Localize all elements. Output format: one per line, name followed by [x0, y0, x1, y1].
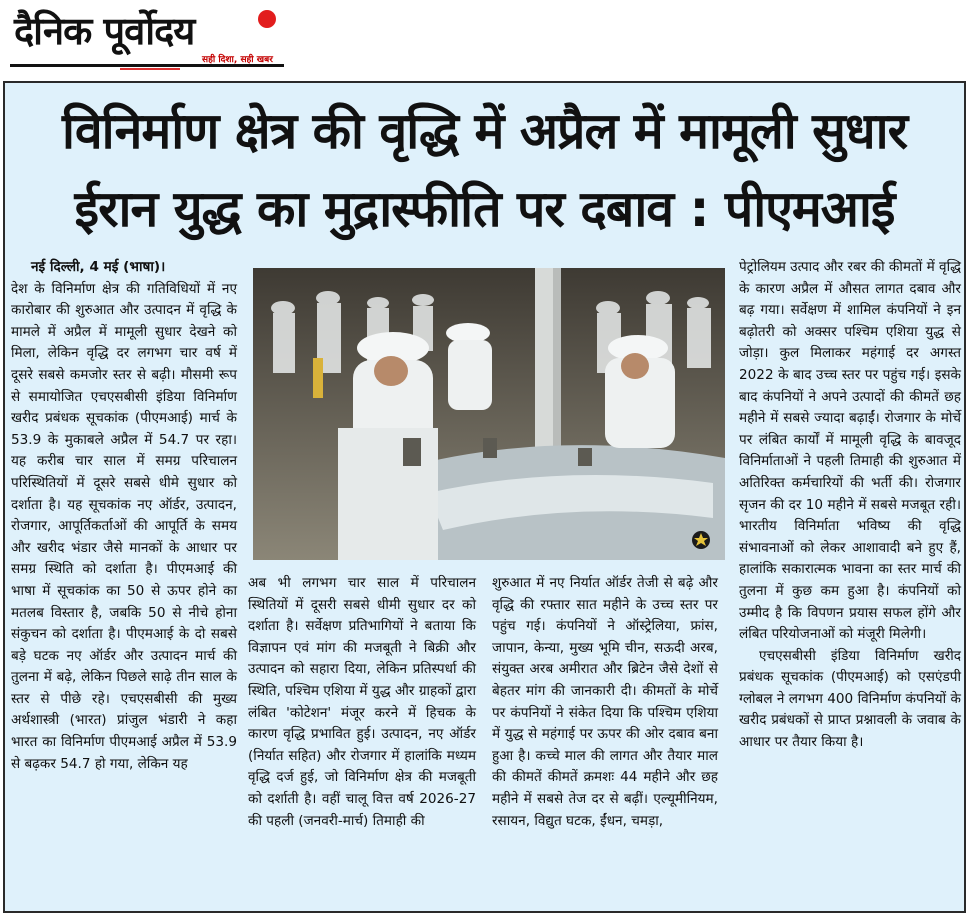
newspaper-tagline: सही दिशा, सही खबर [202, 55, 273, 65]
article-column-4 [739, 257, 961, 754]
headline-line-1: विनिर्माण क्षेत्र की वृद्धि में अप्रैल में मामूली सुधार [61, 102, 908, 160]
article-text-2: अब भी लगभग चार साल में परिचालन स्थितियों में दूसरी सबसे धीमी सुधार दर को दर्शाता है। सर्वेक्षण प्रतिभागियों ने बताया कि विज्ञापन एवं मांग की मजबूती ने बिक्री और उत्पादन को सहारा दिया, लेकिन प्रतिस्पर्धा की स्थिति, पश्चिम एशिया में युद्ध और ग्राहकों द्वारा लंबित 'कोटेशन' मंजूर करने में हिचक के कारण वृद्धि प्रभावित हुई। उत्पादन, नए ऑर्डर (निर्यात सहित) और रोजगार में हालांकि मध्यम वृद्धि दर्ज हुई, जो विनिर्माण क्षेत्र की मजबूती को दर्शाती है। वहीं चालू वित्त वर्ष 2026-27 की पहली (जनवरी-मार्च) तिमाही की [248, 575, 476, 829]
article-text-3: शुरुआत में नए निर्यात ऑर्डर तेजी से बढ़े और वृद्धि की रफ्तार सात महीने के उच्च स्तर पर पहुंच गई। कंपनियों ने ऑस्ट्रेलिया, फ्रांस, जापान, केन्या, मुख्य भूमि चीन, सऊदी अरब, संयुक्त अरब अमीरात और ब्रिटेन जैसे देशों से बेहतर मांग की जानकारी दी। कीमतों के मोर्चे पर कंपनियों ने संकेत दिया कि पश्चिम एशिया में युद्ध से महंगाई पर ऊपर की ओर दबाव बना हुआ है। कच्चे माल की लागत और तैयार माल की कीमतें कीमतें क्रमशः 44 महीने और छह महीने में सबसे तेज दर से बढ़ीं। एल्यूमीनियम, रसायन, विद्युत घटक, ईंधन, चमड़ा, [492, 575, 718, 829]
logo-accent-line [120, 68, 180, 70]
article-column-1 [11, 257, 237, 775]
newspaper-logo: दैनिक पूर्वोदय [14, 8, 195, 53]
article-text-1: देश के विनिर्माण क्षेत्र की गतिविधियों में नए कारोबार की शुरुआत और उत्पादन में वृद्धि के मामले में अप्रैल में मामूली सुधार देखने को मिला, लेकिन वृद्धि दर लगभग चार वर्ष में दूसरे सबसे कमजोर स्तर से बढ़ी। मौसमी रूप से समायोजित एचएसबीसी इंडिया विनिर्माण खरीद प्रबंधक सूचकांक (पीएमआई) मार्च के 53.9 के मुकाबले अप्रैल में 54.7 पर रहा। यह करीब चार साल में समग्र परिचालन परिस्थितियों में दूसरे सबसे धीमे सुधार को दर्शाता है। यह सूचकांक नए ऑर्डर, उत्पादन, रोजगार, आपूर्तिकर्ताओं की आपूर्ति के समय और खरीद भंडार जैसे मानकों के आधार पर समग्र स्थिति को दर्शाता है। पीएमआई की भाषा में सूचकांक का 50 से ऊपर होने का मतलब विस्तार है, जबकि 50 से नीचे होना संकुचन को दर्शाता है। पीएमआई के दो सबसे बड़े घटक नए ऑर्डर और उत्पादन मार्च की तुलना में बढ़े, लेकिन पिछले साढ़े तीन साल के स्तर से पीछे रहे। एचएसबीसी की मुख्य अर्थशास्त्री (भारत) प्रांजुल भंडारी ने कहा भारत का विनिर्माण पीएमआई अप्रैल में 53.9 से बढ़कर 54.7 हो गया, लेकिन यह [11, 280, 237, 772]
factory-photo [253, 268, 725, 560]
factory-workers-image [253, 268, 725, 560]
headline-line-2: ईरान युद्ध का मुद्रास्फीति पर दबाव : पीएमआई [74, 180, 895, 238]
logo-dot-icon [258, 10, 276, 28]
masthead [0, 0, 970, 80]
article-column-2 [248, 573, 476, 832]
article-text-4: पेट्रोलियम उत्पाद और रबर की कीमतों में वृद्धि के कारण अप्रैल में औसत लागत दबाव और बढ़ गया। सर्वेक्षण में शामिल कंपनियों ने इन बढ़ोतरी को अक्सर पश्चिम एशिया युद्ध से जोड़ा। कुल मिलाकर महंगाई दर अगस्त 2022 के बाद उच्च स्तर पर पहुंच गई। इसके बाद कंपनियों ने अपने उत्पादों की कीमतें छह महीने में सबसे ज्यादा बढ़ाईं। रोजगार के मोर्चे पर लंबित कार्यों में मामूली वृद्धि के बावजूद विनिर्माताओं ने पहली तिमाही की शुरुआत में अतिरिक्त कर्मचारियों की भर्ती की। रोजगार सृजन की दर 10 महीने में सबसे मजबूत रही। भारतीय विनिर्माता भविष्य की वृद्धि संभावनाओं को लेकर आशावादी बने हुए हैं, हालांकि सकारात्मक भावना का स्तर मार्च की तुलना में कुछ कम हुआ है। कंपनियों को उम्मीद है कि विपणन प्रयास सफल होंगे और लंबित परियोजनाओं को मंजूरी मिलेगी। [739, 259, 961, 643]
article-text-4b: एचएसबीसी इंडिया विनिर्माण खरीद प्रबंधक सूचकांक (पीएमआई) को एसएंडपी ग्लोबल ने लगभग 400 विनिर्माण कंपनियों के खरीद प्रबंधकों से प्राप्त प्रश्नावली के जवाब के आधार पर तैयार किया है। [739, 647, 961, 751]
dateline: नई दिल्ली, 4 मई (भाषा)। [31, 259, 166, 275]
article-column-3 [492, 573, 718, 832]
news-article [3, 81, 966, 913]
